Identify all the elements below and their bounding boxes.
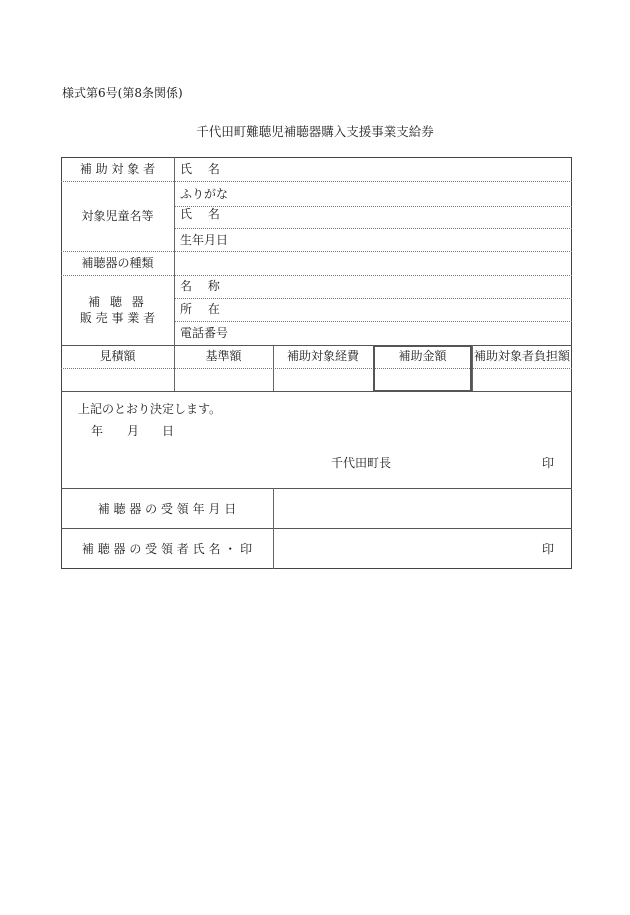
recipient-burden-header: 補助対象者負担額 [473,349,570,363]
row-divider [61,251,572,252]
form-number: 様式第6号(第8条関係) [62,86,183,100]
estimate-header: 見積額 [99,349,136,363]
row-divider [61,391,572,392]
decision-seal: 印 [542,456,555,470]
child-name-label: 氏 名 [180,207,226,221]
vendor-name-label: 名 称 [180,279,226,293]
child-label: 対象児童名等 [81,209,154,223]
row-divider [174,298,572,299]
device-type-label: 補聴器の種類 [81,256,154,270]
receipt-seal: 印 [542,542,555,556]
row-divider [61,368,572,369]
row-divider [174,206,572,207]
receipt-date-label: 補 聴 器 の 受 領 年 月 日 [97,502,237,516]
vendor-label-line1: 補 聴 器 [88,295,147,309]
vendor-phone-label: 電話番号 [180,326,229,340]
decision-statement: 上記のとおり決定します。 [78,402,222,416]
vendor-label-line2: 販 売 事 業 者 [79,311,156,325]
eligible-cost-header: 補助対象経費 [286,349,359,363]
decision-date-year: 年 [91,424,104,438]
vendor-address-label: 所 在 [180,302,226,316]
decision-date-month: 月 [127,424,140,438]
subsidy-amount-header: 補助金額 [398,349,447,363]
row-divider [61,528,572,529]
receipt-signature-label: 補 聴 器 の 受 領 者 氏 名 ・ 印 [81,542,253,556]
row-divider [61,275,572,276]
row-divider [61,181,572,182]
subject-label: 補 助 対 象 者 [79,162,156,176]
child-furigana-label: ふりがな [180,187,229,201]
document-title: 千代田町難聴児補聴器購入支援事業支給券 [196,124,434,139]
row-divider [174,321,572,322]
decision-signer: 千代田町長 [331,456,392,470]
row-divider [61,345,572,346]
child-birthdate-label: 生年月日 [180,233,229,247]
column-divider [273,488,274,569]
subject-name-label: 氏 名 [180,162,226,176]
row-divider [61,488,572,489]
row-divider [174,228,572,229]
standard-amount-header: 基準額 [205,349,242,363]
decision-date-day: 日 [162,424,175,438]
